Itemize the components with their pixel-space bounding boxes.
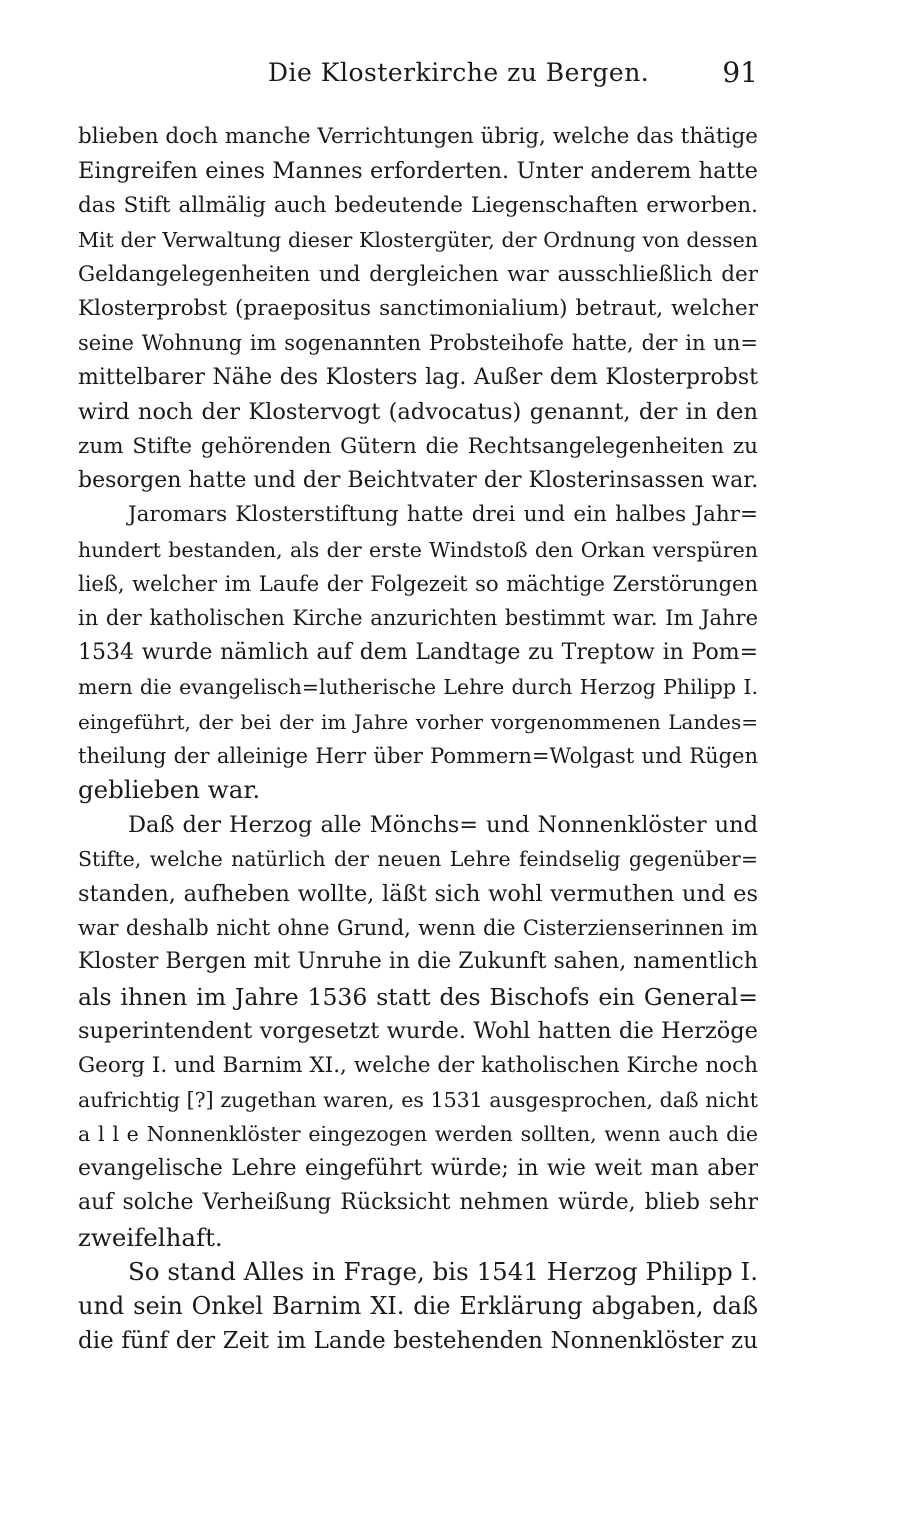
running-head [78,58,758,94]
body-text [78,120,758,1358]
text-line: auf solche Verheißung Rücksicht nehmen würde, blieb sehr [78,1190,758,1216]
text-line: Jaromars Klosterstiftung hatte drei und ein halbes Jahr= [128,502,758,528]
text-line: standen, aufheben wollte, läßt sich wohl vermuthen und es [78,880,758,907]
text-line: die fünf der Zeit im Lande bestehenden Nonnenklöster zu [78,1327,758,1354]
text-line: in der katholischen Kirche anzurichten bestimmt war. Im Jahre [78,606,758,631]
text-line: Georg I. und Barnim XI., welche der katholischen Kirche noch [78,1052,758,1078]
text-line: mern die evangelisch=lutherische Lehre durch Herzog Philipp I. [78,675,758,700]
text-line: seine Wohnung im sogenannten Probsteihofe hatte, der in un= [78,331,758,356]
page-number: 91 [722,56,758,89]
text-line: als ihnen im Jahre 1536 statt des Bischofs ein General= [78,982,758,1011]
text-line: war deshalb nicht ohne Grund, wenn die Cisterzienserinnen im [78,915,758,940]
text-line: theilung der alleinige Herr über Pommern=Wolgast und Rügen [78,744,758,769]
text-line: 1534 wurde nämlich auf dem Landtage zu Treptow in Pom= [78,639,758,665]
text-line: ließ, welcher im Laufe der Folgezeit so mächtige Zerstörungen [78,572,758,597]
text-line: das Stift allmälig auch bedeutende Liegenschaften erworben. [78,192,758,218]
text-line: a l l e Nonnenklöster eingezogen werden sollten, wenn auch die [78,1122,758,1147]
text-line: hundert bestanden, als der erste Windstoß den Orkan verspüren [78,537,758,562]
text-line: Kloster Bergen mit Unruhe in die Zukunft sahen, namentlich [78,949,758,975]
text-line: superintendent vorgesetzt wurde. Wohl hatten die Herzöge [78,1018,758,1045]
text-line: Eingreifen eines Mannes erforderten. Unter anderem hatte [78,158,758,185]
text-line: blieben doch manche Verrichtungen übrig, welche das thätige [78,124,758,149]
text-line: evangelische Lehre eingeführt würde; in wie weit man aber [78,1155,758,1181]
text-line: geblieben war. [78,775,261,805]
text-line: So stand Alles in Frage, bis 1541 Herzog Philipp I. [128,1256,758,1286]
text-line: Mit der Verwaltung dieser Klostergüter, der Ordnung von dessen [78,228,758,253]
text-line: Stifte, welche natürlich der neuen Lehre feindselig gegenüber= [78,847,758,872]
text-line: Klosterprobst (praepositus sanctimonialium) betraut, welcher [78,295,758,321]
running-title: Die Klosterkirche zu Bergen. [268,58,650,87]
text-line: mittelbarer Nähe des Klosters lag. Außer dem Klosterprobst [78,364,758,390]
text-line: zum Stifte gehörenden Gütern die Rechtsangelegenheiten zu [78,433,758,459]
text-line: zweifelhaft. [78,1222,223,1252]
text-line: wird noch der Klostervogt (advocatus) genannt, der in den [78,399,758,426]
text-line: und sein Onkel Barnim XI. die Erklärung abgaben, daß [78,1292,758,1321]
text-line: eingeführt, der bei der im Jahre vorher vorgenommenen Landes= [78,709,758,734]
text-line: Geldangelegenheiten und dergleichen war ausschließlich der [78,261,758,287]
text-line: aufrichtig [?] zugethan waren, es 1531 ausgesprochen, daß nicht [78,1087,758,1112]
text-line: besorgen hatte und der Beichtvater der Klosterinsassen war. [78,467,758,493]
text-line: Daß der Herzog alle Mönchs= und Nonnenklöster und [128,811,758,838]
